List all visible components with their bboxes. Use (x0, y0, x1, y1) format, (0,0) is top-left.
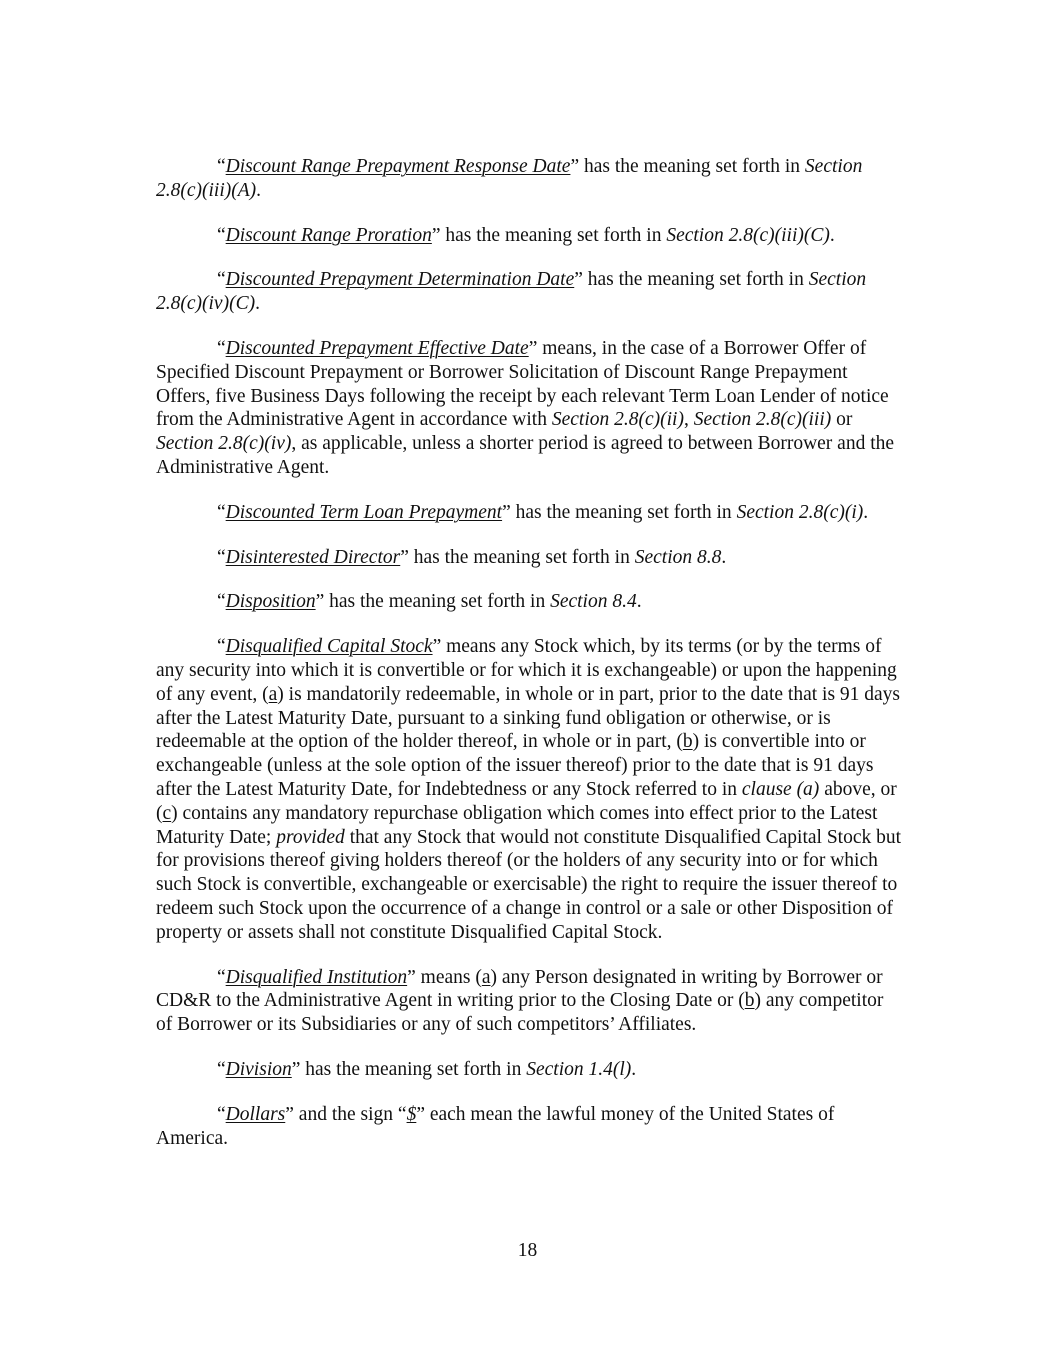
definitions-list (156, 155, 904, 1171)
definition-division: “Division” has the meaning set forth in Section 1.4(l). (217, 1058, 637, 1080)
section-reference: Section 2.8(c)(iv)(C) (156, 269, 867, 315)
clause-marker: c (162, 802, 172, 824)
defined-term: Disqualified Capital Stock (225, 636, 433, 658)
section-reference: Section 2.8(c)(i) (736, 501, 864, 523)
clause-marker: b (744, 990, 755, 1012)
defined-term: Discounted Term Loan Prepayment (225, 501, 503, 523)
definition-discount-range-proration: “Discount Range Proration” has the meaning set forth in Section 2.8(c)(iii)(C). (217, 224, 835, 246)
section-reference: Section 1.4(l) (526, 1058, 632, 1080)
section-reference: Section 2.8(c)(iii)(C) (666, 224, 830, 246)
section-reference: Section 2.8(c)(ii) (551, 409, 684, 431)
definition-disqualified-capital-stock: “Disqualified Capital Stock” means any Stock which, by its terms (or by the terms of any security into which it is convertible or for which it is exchangeable) or upon the happening of any event, (a) is mandatorily redeemable, in whole or in part, prior to the date that is 91 days after the Latest Maturity Date, pursuant to a sinking fund obligation or otherwise, or is redeemable at the option of the holder thereof, in whole or in part, (b) is convertible into or exchangeable (unless at the sole option of the issuer thereof) prior to the date that is 91 days after the Latest Maturity Date, for Indebtedness or any Stock referred to in clause (a) above, or (c) contains any mandatory repurchase obligation which comes into effect prior to the Latest Maturity Date; provided that any Stock that would not constitute Disqualified Capital Stock but for provisions thereof giving holders thereof (or the holders of any security into or for which such Stock is convertible, exchangeable or exercisable) the right to require the issuer thereof to redeem such Stock upon the occurrence of a change in control or a sale or other Disposition of property or assets shall not constitute Disqualified Capital Stock. (156, 636, 902, 943)
clause-marker: a (268, 683, 278, 705)
dollar-sign: $ (406, 1103, 417, 1125)
defined-term: Discounted Prepayment Determination Date (225, 269, 575, 291)
definition-discounted-prepayment-determination-date: “Discounted Prepayment Determination Date” has the meaning set forth in Section 2.8(c)(iv)(C). (156, 269, 867, 315)
definition-discounted-prepayment-effective-date: “Discounted Prepayment Effective Date” means, in the case of a Borrower Offer of Specified Discount Prepayment or Borrower Solicitation of Discount Range Prepayment Offers, five Business Days following the receipt by each relevant Term Loan Lender of notice from the Administrative Agent in accordance with Section 2.8(c)(ii), Section 2.8(c)(iii) or Section 2.8(c)(iv), as applicable, unless a shorter period is agreed to between Borrower and the Administrative Agent. (156, 337, 895, 478)
clause-marker: b (682, 731, 693, 753)
definition-disinterested-director: “Disinterested Director” has the meaning set forth in Section 8.8. (217, 546, 727, 568)
section-reference: Section 8.4 (550, 591, 637, 613)
defined-term: Disqualified Institution (225, 966, 408, 988)
page-number: 18 (517, 1240, 538, 1261)
section-reference: Section 2.8(c)(iii)(A) (156, 156, 863, 201)
defined-term: Dollars (225, 1103, 286, 1125)
definition-discount-range-prepayment-response-date: “Discount Range Prepayment Response Date” has the meaning set forth in Section 2.8(c)(iii)(A). (156, 156, 863, 201)
section-reference: Section 2.8(c)(iii) (693, 409, 832, 431)
defined-term: Discount Range Proration (225, 224, 432, 246)
section-reference: Section 2.8(c)(iv) (156, 433, 292, 455)
defined-term: Discount Range Prepayment Response Date (225, 156, 571, 177)
section-reference: Section 8.8 (634, 546, 722, 568)
defined-term: Disinterested Director (225, 546, 401, 568)
defined-term: Division (225, 1058, 292, 1080)
defined-term: Discounted Prepayment Effective Date (225, 337, 529, 359)
definition-dollars: “Dollars” and the sign “$” each mean the lawful money of the United States of America. (156, 1103, 835, 1149)
definition-disposition: “Disposition” has the meaning set forth in Section 8.4. (217, 591, 642, 613)
definition-discounted-term-loan-prepayment: “Discounted Term Loan Prepayment” has the meaning set forth in Section 2.8(c)(i). (217, 501, 869, 523)
proviso-word: provided (276, 826, 345, 848)
definition-disqualified-institution: “Disqualified Institution” means (a) any Person designated in writing by Borrower or CD&R to the Administrative Agent in writing prior to the Closing Date or (b) any competitor of Borrower or its Subsidiaries or any of such competitors’ Affiliates. (156, 966, 884, 1036)
clause-marker: a (481, 966, 491, 988)
defined-term: Disposition (225, 591, 316, 613)
clause-reference: clause (a) (741, 778, 820, 800)
